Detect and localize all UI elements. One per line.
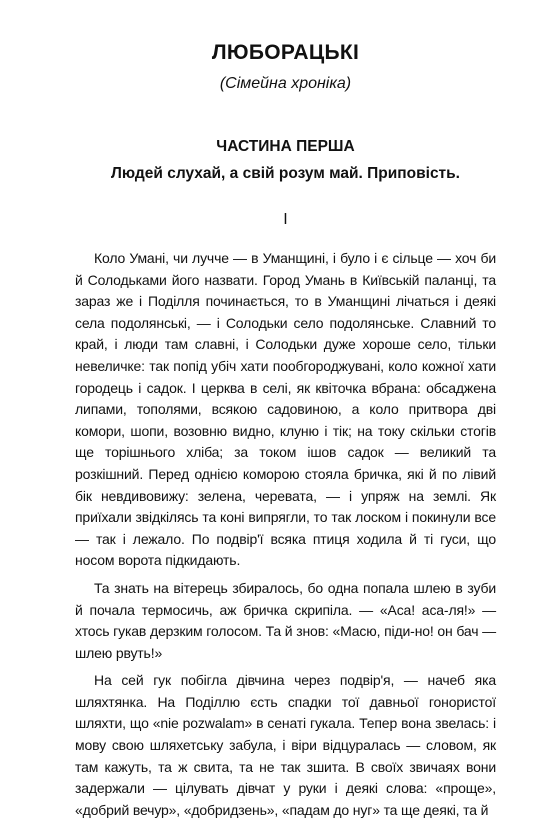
- book-page: [75, 40, 496, 827]
- paragraph: Коло Умані, чи лучче — в Уманщині, і було і є сільце — хоч би й Солодьками його назвати. Город Умань в Київській паланці, та зараз же і Поділля починається, то в Уманщині лічаться і деякі села подолянські, — і Солодьки село подолянське. Славний то край, і люди там славні, і Солодьки дуже хороше село, тільки невеличке: так попід убіч хати пообгороджувані, коло кожної хати городець і садок. І церква в селі, як квіточка вбрана: обсаджена липами, тополями, всякою садовиною, а коло притвора дві комори, шопи, возовню видно, клуню і тік; на току скільки стогів ще торішнього хліба; за током ішов садок — великий та розкішний. Перед однією коморою стояла бричка, які й по лівий бік невдивовижу: зелена, черевата, — і упряж на землі. Як приїхали звідкілясь та коні випрягли, то так лоском і покинули все — так і лежало. По подвір'ї всяка птиця ходила й ті гуси, що носом ворота підкидають.: [75, 250, 496, 569]
- part-subtitle: Людей слухай, а свій розум май. Приповість.: [111, 165, 460, 182]
- part-title: ЧАСТИНА ПЕРША: [216, 138, 355, 155]
- body-text: [75, 248, 496, 821]
- chapter-number: I: [283, 211, 288, 228]
- paragraph: Та знать на вітерець збиралось, бо одна попала шлею в зуби й почала термосичь, аж бричка скрипіла. — «Аса! аса-ля!» — хтось гукав дерзким голосом. Та й знов: «Масю, піди-но! он бач — шлею рвуть!»: [75, 579, 496, 661]
- paragraph: На сей гук побігла дівчина через подвір'я, — начеб яка шляхтянка. На Поділлю єсть спадки тої давньої гонористої шляхти, що «nie pozwalam» в сенаті гукала. Тепер вона звелась: і мову свою шляхетську забула, і віри відцуралась — словом, як там кажуть, та ж свита, та не так зшита. В своїх звичаях вони задержали — цілувать дівчат у руки і деякі слова: «проще», «добрий вечур», «добридзень», «падам до нуг» та ще деякі, та й: [75, 672, 496, 818]
- page-subtitle: (Сімейна хроніка): [219, 75, 352, 92]
- page-title: ЛЮБОРАЦЬКІ: [211, 41, 360, 64]
